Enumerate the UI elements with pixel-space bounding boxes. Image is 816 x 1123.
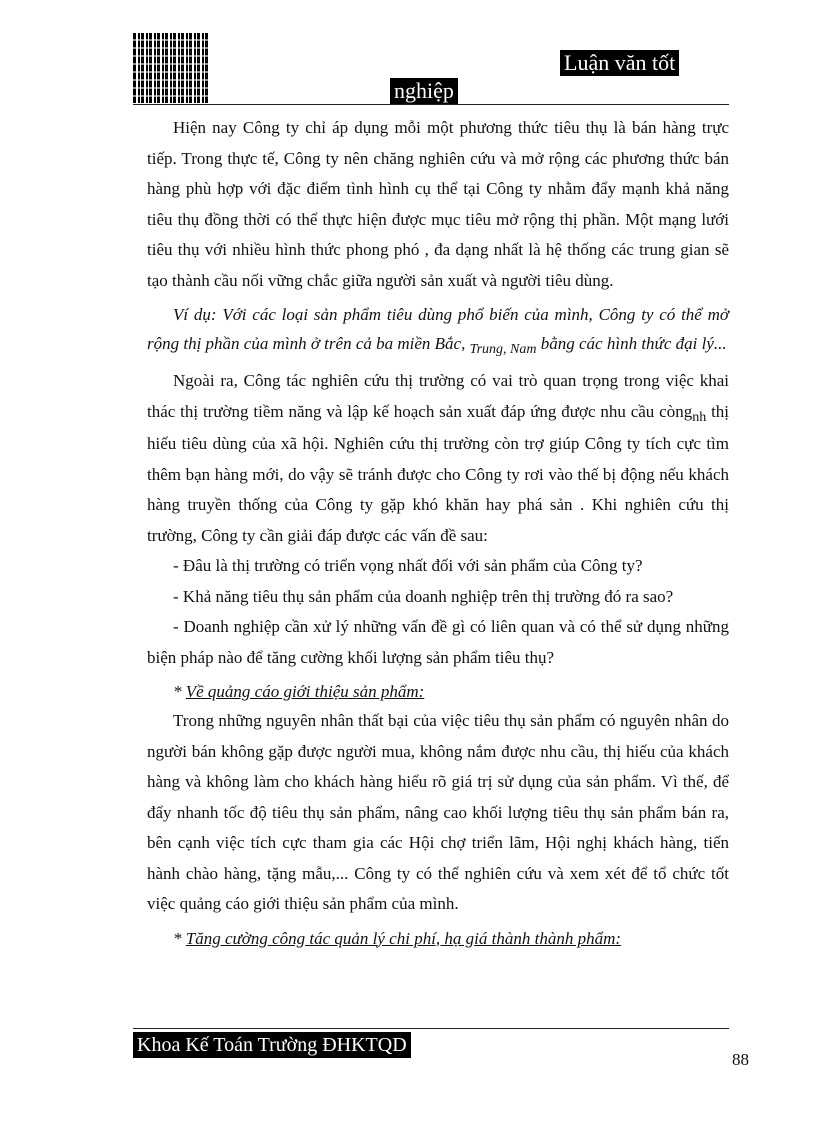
header-divider: [133, 104, 729, 105]
page-body: [147, 113, 729, 953]
section-heading-cost-management: [147, 924, 729, 953]
market-research-text-end: thị hiếu tiêu dùng của xã hội. Nghiên cứu thị trường còn trợ giúp Công ty tích cực tìm thêm bạn hàng mới, do vậy sẽ tránh được cho Công ty rơi vào thế bị động nếu khách hàng truyền thống của Công ty gặp khó khăn hay phá sản . Khi nghiên cứu thị trường, Công ty cần giải đáp được các vấn đề sau:: [147, 401, 730, 545]
heading-bullet: *: [173, 928, 182, 948]
question-item-3: - Doanh nghiệp cần xử lý những vấn đề gì có liên quan và có thể sử dụng những biện pháp nào để tăng cường khối lượng sản phẩm tiêu thụ?: [147, 617, 729, 667]
header-logo-image: [133, 33, 210, 103]
paragraph-advertising: Trong những nguyên nhân thất bại của việc tiêu thụ sản phẩm có nguyên nhân do người bán không gặp được người mua, không nắm được nhu cầu, thị hiếu của khách hàng và không làm cho khách hàng hiểu rõ giá trị sử dụng của sản phẩm. Vì thế, để đẩy nhanh tốc độ tiêu thụ sản phẩm, nâng cao khối lượng tiêu thụ sản phẩm bán ra, bên cạnh việc tích cực tham gia các Hội chợ triển lãm, Hội nghị khách hàng, tiến hành chào hàng, tặng mẫu,... Công ty có thể nghiên cứu và xem xét để tổ chức tốt việc quảng cáo giới thiệu sản phẩm của mình.: [147, 711, 729, 913]
example-regions: Trung, Nam: [469, 342, 537, 357]
section-heading-advertising: [147, 677, 729, 706]
heading-advertising-text: Về quảng cáo giới thiệu sản phẩm:: [185, 682, 425, 701]
page-number: 88: [732, 1050, 749, 1069]
example-text-end: bằng các hình thức đại lý...: [540, 334, 727, 353]
question-item-1: - Đâu là thị trường có triển vọng nhất đối với sản phẩm của Công ty?: [173, 556, 643, 575]
header-title-line1: Luận văn tốt: [560, 50, 679, 76]
header-title-line2: nghiệp: [390, 78, 458, 104]
paragraph-sales-methods: Hiện nay Công ty chỉ áp dụng mỗi một phương thức tiêu thụ là bán hàng trực tiếp. Trong thực tế, Công ty nên chăng nghiên cứu và mở rộng các phương thức bán hàng phù hợp với đặc điểm tình hình cụ thể tại Công ty nhằm đẩy mạnh khả năng tiêu thụ đồng thời có thể thực hiện được mục tiêu mở rộng thị phần. Một mạng lưới tiêu thụ với nhiều hình thức phong phó , đa dạng nhất là hệ thống các trung gian sẽ tạo thành cầu nối vững chắc giữa người sản xuất và người tiêu dùng.: [147, 118, 729, 290]
heading-bullet: *: [173, 682, 182, 701]
question-item-2: - Khả năng tiêu thụ sản phẩm của doanh nghiệp trên thị trường đó ra sao?: [173, 586, 674, 606]
footer-divider: [133, 1028, 729, 1029]
market-research-subscript: nh: [692, 409, 707, 425]
market-research-text-start: Ngoài ra, Công tác nghiên cứu thị trường có vai trò quan trọng trong việc khai thác thị trường tiềm năng và lập kế hoạch sản xuất đáp ứng được nhu cầu còng: [147, 371, 729, 421]
paragraph-market-research: [147, 366, 729, 551]
heading-cost-management-text: Tăng cường công tác quản lý chi phí, hạ giá thành thành phẩm:: [185, 928, 622, 948]
example-text-start: Ví dụ: Với các loại sản phẩm tiêu dùng phổ biến của mình, Công ty có thể mở rộng thị phần của mình ở trên cả ba miền Bắc,: [147, 305, 729, 353]
footer-label: Khoa Kế Toán Trường ĐHKTQD: [133, 1032, 411, 1058]
example-paragraph: [147, 300, 729, 360]
